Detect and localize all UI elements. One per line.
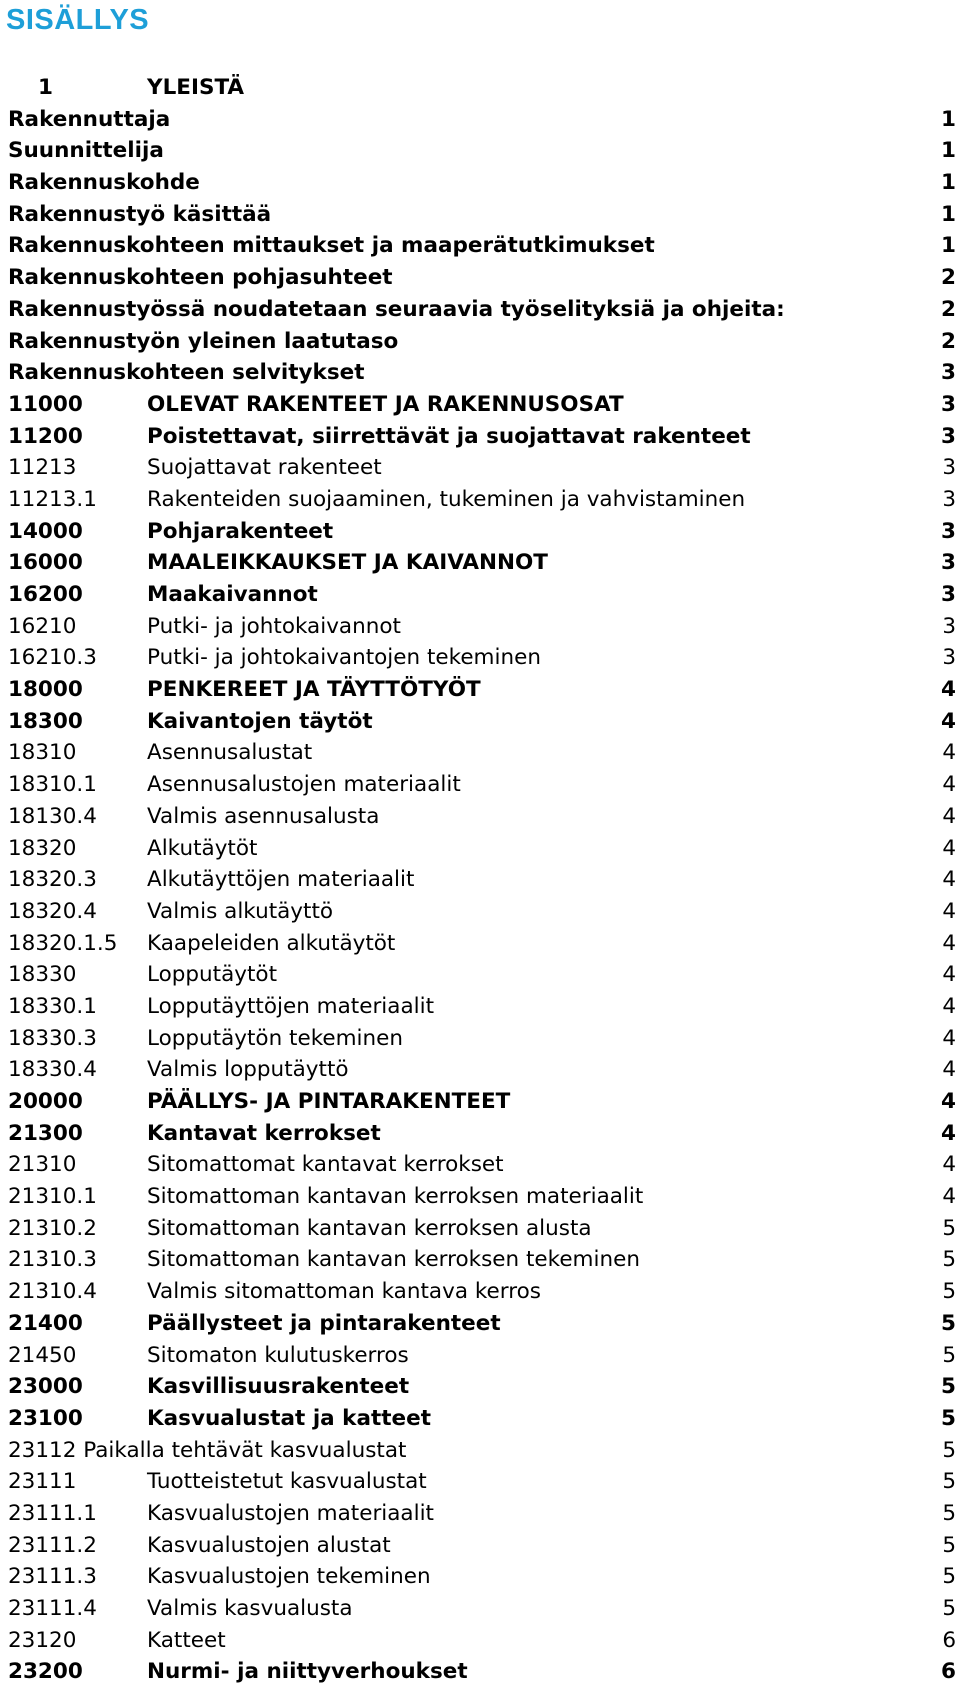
toc-entry-page-number: 4 (942, 1184, 956, 1210)
toc-entry[interactable] (8, 167, 956, 199)
toc-entry-title: PENKEREET JA TÄYTTÖTYÖT (147, 677, 481, 703)
toc-entry[interactable] (8, 1276, 956, 1308)
toc-entry[interactable] (8, 1403, 956, 1435)
toc-entry-code: 18000 (8, 677, 83, 703)
toc-entry[interactable] (8, 199, 956, 231)
toc-entry-page-number: 1 (941, 233, 956, 259)
toc-entry[interactable] (8, 104, 956, 136)
toc-entry-code: 18330.1 (8, 993, 97, 1019)
toc-entry[interactable] (8, 1308, 956, 1340)
toc-entry-code: 21310.4 (8, 1279, 97, 1305)
toc-entry[interactable] (8, 1244, 956, 1276)
toc-entry-code: 16200 (8, 582, 83, 607)
toc-entry-page-number: 3 (942, 645, 956, 671)
toc-entry-page-number: 3 (941, 550, 956, 576)
toc-entry-code: 21450 (8, 1342, 77, 1368)
toc-entry[interactable] (8, 1054, 956, 1086)
toc-entry-title: Rakennuttaja (8, 106, 171, 132)
toc-entry-page-number: 2 (941, 328, 956, 354)
toc-entry-page-number: 4 (942, 1152, 956, 1178)
toc-entry-page-number: 5 (942, 1596, 956, 1621)
toc-entry[interactable] (8, 959, 956, 991)
toc-entry[interactable] (8, 1625, 956, 1657)
toc-entry-title: Nurmi- ja niittyverhoukset (147, 1659, 468, 1685)
toc-entry-page-number: 4 (941, 708, 956, 734)
toc-entry-code: 21310.3 (8, 1247, 97, 1273)
toc-entry-title: Rakennustyössä noudatetaan seuraavia työselityksiä ja ohjeita: (8, 296, 785, 322)
toc-entry-page-number: 4 (941, 1120, 956, 1146)
toc-entry[interactable] (8, 547, 956, 579)
toc-entry-title: Alkutäytöt (147, 835, 258, 861)
toc-entry-title: Katteet (147, 1627, 226, 1653)
toc-entry-code: 18300 (8, 708, 83, 734)
toc-entry-title: Kasvualustat ja katteet (147, 1405, 431, 1431)
toc-entry-code: 21400 (8, 1310, 83, 1336)
toc-entry-page-number: 5 (942, 1437, 956, 1463)
toc-entry-page-number: 1 (38, 75, 53, 100)
toc-entry-code: 18330 (8, 962, 77, 988)
toc-entry-title: Tuotteistetut kasvualustat (147, 1469, 427, 1495)
toc-entry[interactable] (8, 896, 956, 928)
toc-entry-code: 16210 (8, 613, 77, 639)
toc-entry-page-number: 3 (941, 391, 956, 417)
toc-entry-title: Rakennustyö käsittää (8, 201, 272, 227)
toc-entry-code: 18310.1 (8, 772, 97, 798)
toc-entry-page-number: 4 (941, 1089, 956, 1114)
toc-entry-page-number: 4 (942, 1025, 956, 1051)
toc-entry-title: Lopputäytön tekeminen (147, 1025, 404, 1051)
toc-entry[interactable] (8, 833, 956, 865)
toc-entry[interactable] (8, 611, 956, 643)
toc-entry[interactable] (8, 1181, 956, 1213)
toc-entry[interactable] (8, 801, 956, 833)
page-title: SISÄLLYS (6, 4, 150, 36)
toc-entry[interactable] (8, 484, 956, 516)
toc-entry-page-number: 5 (941, 1405, 956, 1431)
toc-entry[interactable] (8, 1530, 956, 1562)
toc-entry[interactable] (8, 1340, 956, 1372)
toc-entry-page-number: 5 (942, 1564, 956, 1590)
toc-entry-title: Rakennuskohteen pohjasuhteet (8, 265, 393, 291)
toc-entry-code: 23120 (8, 1627, 77, 1653)
toc-entry-code: 11213 (8, 455, 77, 481)
toc-entry-title: Valmis sitomattoman kantava kerros (147, 1279, 541, 1305)
toc-entry-title: Sitomaton kulutuskerros (147, 1342, 409, 1368)
toc-entry-page-number: 6 (941, 1659, 956, 1685)
toc-entry-page-number: 4 (942, 993, 956, 1019)
toc-entry[interactable] (8, 737, 956, 769)
toc-entry-code: 18330.4 (8, 1057, 97, 1083)
toc-entry-page-number: 4 (942, 898, 956, 924)
toc-entry-title: Kaapeleiden alkutäytöt (147, 930, 396, 956)
toc-entry[interactable] (8, 991, 956, 1023)
toc-entry-page-number: 1 (941, 170, 956, 196)
toc-entry-page-number: 3 (942, 455, 956, 481)
toc-entry-page-number: 5 (942, 1342, 956, 1368)
toc-entry-title: Rakennuskohde (8, 170, 200, 196)
toc-entry-code: 23100 (8, 1405, 83, 1431)
toc-entry-page-number: 5 (941, 1374, 956, 1400)
toc-entry-title: Rakennuskohteen selvitykset (8, 360, 365, 386)
toc-entry[interactable] (8, 1466, 956, 1498)
toc-entry-title: Kaivantojen täytöt (147, 708, 373, 734)
toc-entry[interactable] (8, 72, 956, 104)
toc-entry-title: Päällysteet ja pintarakenteet (147, 1310, 501, 1336)
toc-entry-code: 21310.2 (8, 1215, 97, 1241)
toc-entry-code: 18320 (8, 835, 77, 861)
toc-entry-code: 23111.1 (8, 1500, 97, 1526)
toc-entry-code: 18320.4 (8, 898, 97, 924)
toc-entry[interactable] (8, 864, 956, 896)
toc-entry[interactable] (8, 706, 956, 738)
toc-entry[interactable] (8, 326, 956, 358)
toc-entry[interactable] (8, 421, 956, 453)
toc-entry[interactable] (8, 1656, 956, 1688)
toc-entry[interactable] (8, 1023, 956, 1055)
toc-entry-title: Pohjarakenteet (147, 518, 334, 544)
toc-entry-title: Asennusalustojen materiaalit (147, 772, 461, 798)
toc-entry-title: Maakaivannot (147, 582, 318, 607)
toc-entry-title: Kantavat kerrokset (147, 1120, 381, 1146)
toc-entry-page-number: 5 (941, 1310, 956, 1336)
toc-entry-page-number: 3 (942, 486, 956, 512)
toc-entry[interactable] (8, 135, 956, 167)
toc-entry-code: 21310.1 (8, 1184, 97, 1210)
toc-entry-title: MAALEIKKAUKSET JA KAIVANNOT (147, 550, 548, 576)
toc-entry-page-number: 2 (941, 296, 956, 322)
toc-entry-code: 16210.3 (8, 645, 97, 671)
toc-entry-title: Suunnittelija (8, 138, 164, 164)
toc-entry-title: OLEVAT RAKENTEET JA RAKENNUSOSAT (147, 391, 624, 417)
toc-entry-title: Valmis lopputäyttö (147, 1057, 349, 1083)
toc-entry[interactable] (8, 1149, 956, 1181)
toc-entry-title: Kasvillisuusrakenteet (147, 1374, 410, 1400)
toc-entry-title: 23112 Paikalla tehtävät kasvualustat (8, 1437, 407, 1463)
toc-entry-title: Alkutäyttöjen materiaalit (147, 867, 415, 893)
toc-entry-code: 18320.1.5 (8, 930, 118, 956)
toc-entry-page-number: 4 (941, 677, 956, 703)
toc-entry-page-number: 4 (942, 930, 956, 956)
toc-entry-title: Valmis asennusalusta (147, 803, 380, 829)
toc-entry[interactable] (8, 389, 956, 421)
toc-entry-title: Poistettavat, siirrettävät ja suojattavat rakenteet (147, 423, 751, 449)
toc-entry-title: Putki- ja johtokaivannot (147, 613, 401, 639)
toc-entry-page-number: 5 (942, 1469, 956, 1495)
toc-entry-code: 18320.3 (8, 867, 97, 893)
toc-entry[interactable] (8, 928, 956, 960)
toc-entry-page-number: 2 (941, 265, 956, 291)
toc-entry-page-number: 3 (941, 360, 956, 386)
toc-entry-code: 23000 (8, 1374, 83, 1400)
table-of-contents (8, 72, 956, 1688)
toc-entry-title: Suojattavat rakenteet (147, 455, 382, 481)
toc-entry-page-number: 3 (941, 423, 956, 449)
toc-entry-code: 23111.4 (8, 1596, 97, 1621)
toc-entry-code: 23111.3 (8, 1564, 97, 1590)
toc-entry-code: 21300 (8, 1120, 83, 1146)
toc-entry[interactable] (8, 1561, 956, 1593)
toc-entry-page-number: 4 (942, 1057, 956, 1083)
toc-entry-page-number: 1 (941, 106, 956, 132)
toc-entry[interactable] (8, 357, 956, 389)
toc-entry[interactable] (8, 1086, 956, 1118)
toc-entry[interactable] (8, 1213, 956, 1245)
toc-entry-page-number: 4 (942, 803, 956, 829)
toc-entry-page-number: 5 (942, 1215, 956, 1241)
toc-entry[interactable] (8, 1118, 956, 1150)
toc-entry[interactable] (8, 1498, 956, 1530)
toc-entry-code: 14000 (8, 518, 83, 544)
toc-entry-title: Kasvualustojen materiaalit (147, 1500, 434, 1526)
toc-entry-title: Kasvualustojen alustat (147, 1532, 391, 1558)
toc-entry-page-number: 5 (942, 1500, 956, 1526)
toc-entry-page-number: 4 (942, 867, 956, 893)
toc-entry-page-number: 4 (942, 835, 956, 861)
toc-entry-page-number: 1 (941, 201, 956, 227)
toc-entry-page-number: 4 (942, 772, 956, 798)
toc-entry-title: Valmis alkutäyttö (147, 898, 334, 924)
toc-entry-title: Rakennustyön yleinen laatutaso (8, 328, 399, 354)
toc-entry[interactable] (8, 262, 956, 294)
toc-entry-title: Rakenteiden suojaaminen, tukeminen ja vahvistaminen (147, 486, 746, 512)
toc-entry-code: 23200 (8, 1659, 83, 1685)
toc-entry-page-number: 3 (941, 582, 956, 607)
toc-entry-code: 18130.4 (8, 803, 97, 829)
toc-entry-page-number: 4 (942, 740, 956, 766)
toc-entry[interactable] (8, 674, 956, 706)
toc-entry-title: PÄÄLLYS- JA PINTARAKENTEET (147, 1089, 511, 1114)
toc-entry-title: Rakennuskohteen mittaukset ja maaperätutkimukset (8, 233, 655, 259)
toc-entry-page-number: 5 (942, 1279, 956, 1305)
toc-entry-page-number: 5 (942, 1532, 956, 1558)
toc-entry-code: 20000 (8, 1089, 83, 1114)
toc-entry-code: 23111.2 (8, 1532, 97, 1558)
toc-entry-title: Sitomattoman kantavan kerroksen alusta (147, 1215, 592, 1241)
toc-entry[interactable] (8, 230, 956, 262)
toc-entry[interactable] (8, 769, 956, 801)
toc-entry-page-number: 3 (942, 613, 956, 639)
toc-entry-title: Kasvualustojen tekeminen (147, 1564, 431, 1590)
toc-entry[interactable] (8, 579, 956, 611)
toc-entry-page-number: 5 (942, 1247, 956, 1273)
toc-entry-title: Putki- ja johtokaivantojen tekeminen (147, 645, 541, 671)
toc-entry-title: Sitomattoman kantavan kerroksen tekeminen (147, 1247, 640, 1273)
toc-entry[interactable] (8, 516, 956, 548)
toc-entry-code: 16000 (8, 550, 83, 576)
toc-entry-code: 23111 (8, 1469, 77, 1495)
toc-entry-title: Lopputäyttöjen materiaalit (147, 993, 434, 1019)
toc-entry-page-number: 4 (942, 962, 956, 988)
toc-entry-code: 21310 (8, 1152, 77, 1178)
toc-entry-code: 11000 (8, 391, 83, 417)
toc-entry-title: Valmis kasvualusta (147, 1596, 353, 1621)
toc-entry-code: 18310 (8, 740, 77, 766)
toc-entry-title: Lopputäytöt (147, 962, 278, 988)
toc-entry-page-number: 1 (941, 138, 956, 164)
toc-entry-page-number: 3 (941, 518, 956, 544)
toc-entry[interactable] (8, 452, 956, 484)
toc-entry-title: Sitomattomat kantavat kerrokset (147, 1152, 504, 1178)
toc-entry-code: 18330.3 (8, 1025, 97, 1051)
toc-entry[interactable] (8, 1371, 956, 1403)
toc-entry-code: 11213.1 (8, 486, 97, 512)
toc-entry-title: Sitomattoman kantavan kerroksen materiaalit (147, 1184, 644, 1210)
toc-entry[interactable] (8, 1593, 956, 1625)
toc-entry[interactable] (8, 294, 956, 326)
toc-entry-title: Asennusalustat (147, 740, 313, 766)
toc-entry-title: YLEISTÄ (147, 75, 245, 100)
toc-entry-code: 11200 (8, 423, 83, 449)
toc-entry-page-number: 6 (942, 1627, 956, 1653)
toc-entry[interactable] (8, 1435, 956, 1467)
toc-entry[interactable] (8, 642, 956, 674)
